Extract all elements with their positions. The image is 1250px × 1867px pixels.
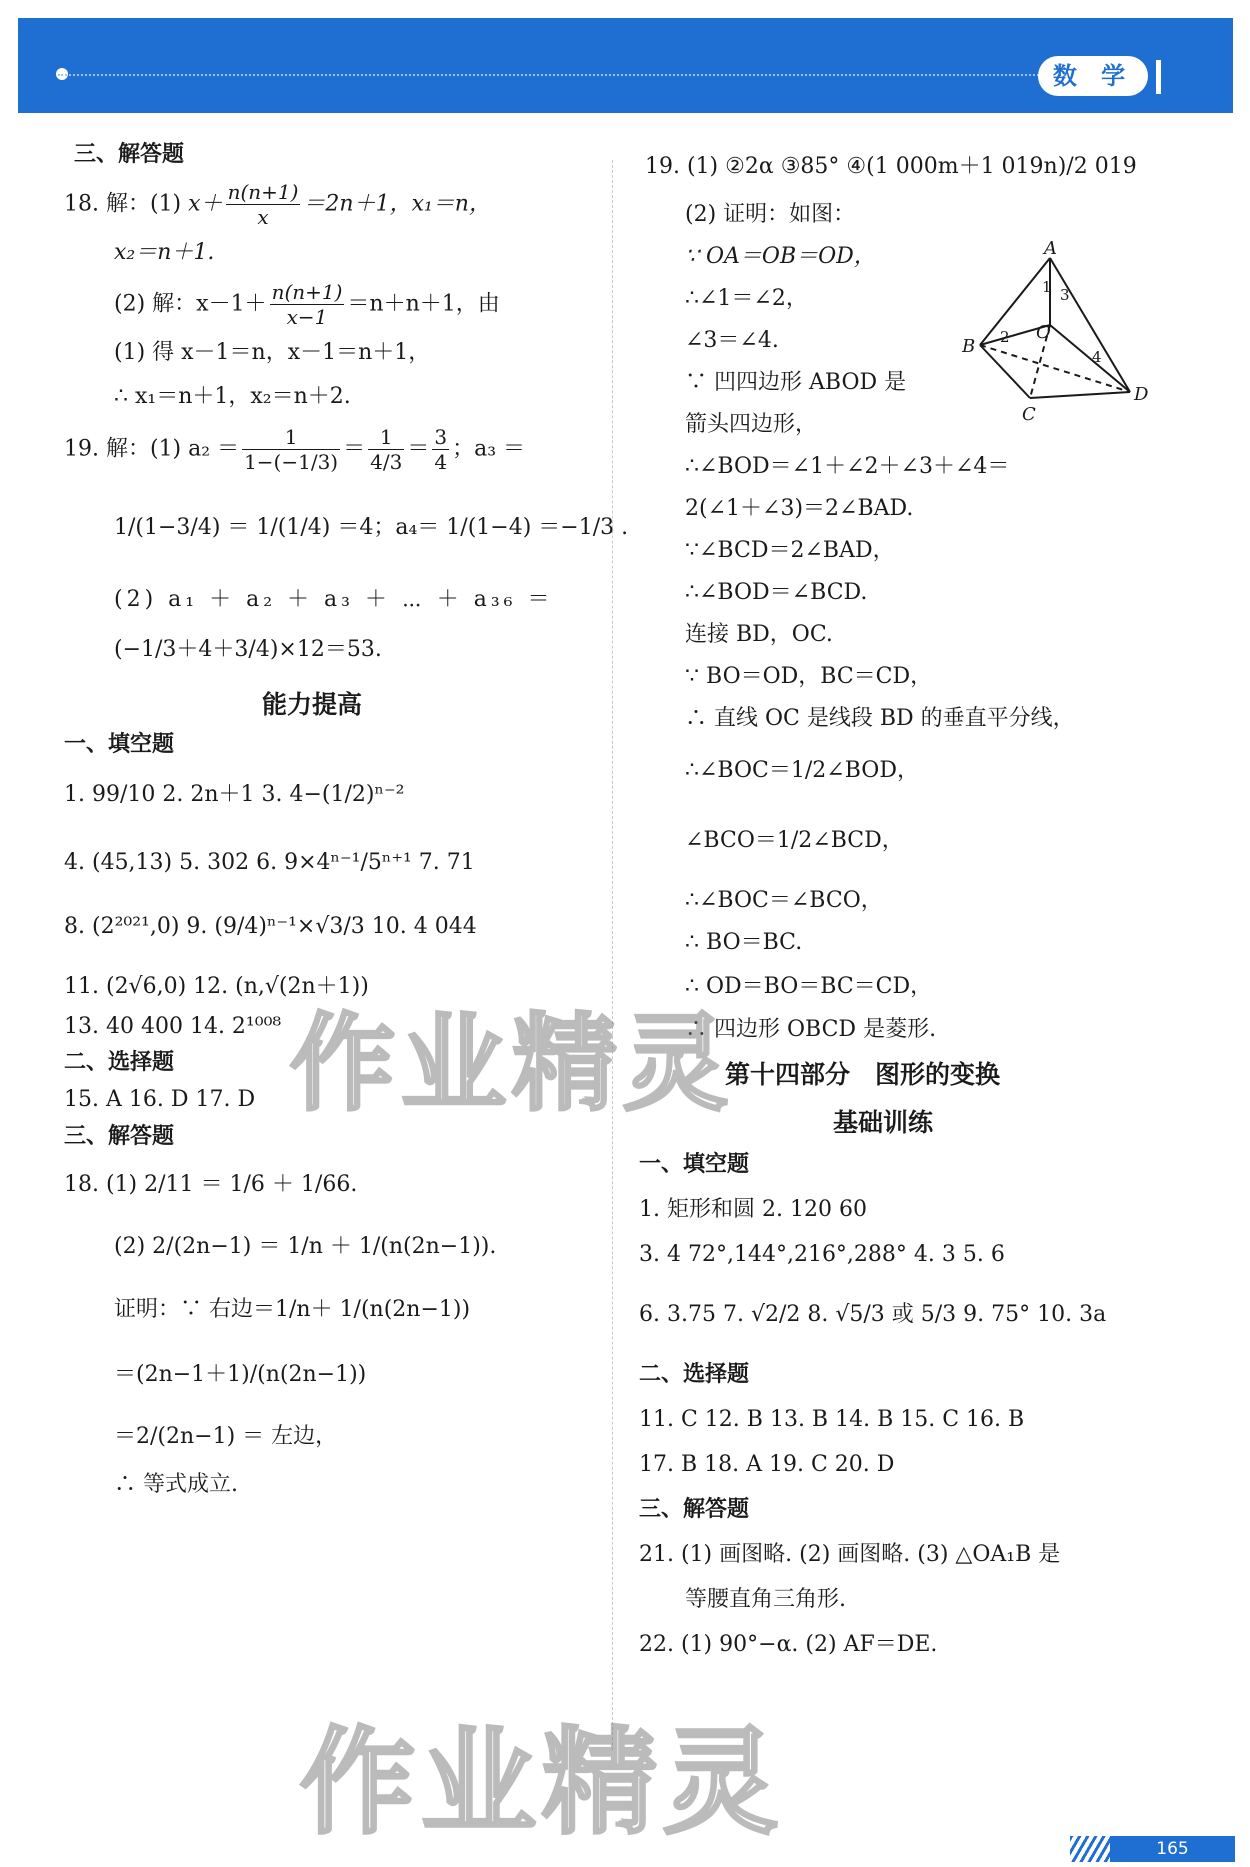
r-q19-line: ∵ OA＝OB＝OD， — [685, 244, 876, 269]
r-q19-line: ∵∠BCD＝2∠BAD， — [685, 538, 895, 563]
angle-2: 2 — [1000, 328, 1010, 346]
header-bar — [1156, 60, 1161, 94]
r-q19-line: ∴∠BOC＝∠BCO， — [685, 888, 883, 913]
r-fill-line: 3. 4 72°,144°,216°,288° 4. 3 5. 6 — [639, 1242, 1005, 1267]
r-q19-line1: 19. (1) ②2α ③85° ④(1 000m＋1 019n)/2 019 — [645, 154, 1137, 179]
r-q19-line: ∴ BO＝BC. — [685, 930, 803, 955]
sub-title: 基础训练 — [833, 1108, 934, 1137]
r-q19-line: 箭头四边形， — [685, 412, 818, 437]
watermark: 作业精灵 — [300, 1716, 785, 1850]
label-O: O — [1036, 322, 1051, 343]
q18-line3: (2) 解：x－1＋ $\frac{n(n+1)}{x-1}$ ＝n＋n＋1，由 — [114, 280, 500, 329]
footer-stripes — [1070, 1836, 1115, 1862]
fill-line: 11. (2√6,0) 12. (n,√(2n＋1)) — [64, 974, 369, 999]
angle-4: 4 — [1092, 348, 1102, 366]
header-dotted-line — [58, 74, 1058, 76]
r-q19-line: ∠BCO＝1/2∠BCD， — [685, 828, 904, 853]
r-q19-line: ∴ 四边形 OBCD 是菱形. — [685, 1017, 937, 1042]
r-q19-line: ∴∠BOD＝∠1＋∠2＋∠3＋∠4＝ — [685, 454, 1010, 479]
part-title: 第十四部分 图形的变换 — [725, 1060, 1001, 1089]
r-q19-line: ∴∠BOD＝∠BCD. — [685, 580, 868, 605]
q18-line1: 18. 解：(1) x＋ $\frac{n(n+1)}{x}$ ＝2n＋1，x₁＝n， — [64, 180, 491, 229]
section-title: 能力提高 — [262, 690, 363, 719]
section-heading: 三、解答题 — [64, 1124, 175, 1149]
column-divider — [612, 160, 613, 1750]
angle-1: 1 — [1042, 278, 1052, 296]
r-q19-line: ∵ BO＝OD，BC＝CD， — [685, 664, 933, 689]
section-heading: 三、解答题 — [74, 142, 185, 167]
subject-badge: 数 学 — [1038, 56, 1148, 96]
r-q19-line: ∴∠1＝∠2， — [685, 286, 808, 311]
r-q19-line: 2(∠1＋∠3)＝2∠BAD. — [685, 496, 914, 521]
fill-line: 1. 99/10 2. 2n＋1 3. 4−(1/2)ⁿ⁻² — [64, 782, 405, 807]
geometry-figure — [950, 240, 1150, 425]
page-number: 165 — [1156, 1839, 1189, 1859]
r-q19-line: ∴∠BOC＝1/2∠BOD， — [685, 758, 919, 783]
r-choice-line: 11. C 12. B 13. B 14. B 15. C 16. B — [639, 1407, 1025, 1432]
p18-line: (2) 2/(2n−1) ＝ 1/n ＋ 1/(n(2n−1)). — [114, 1234, 497, 1259]
r-choice-line: 17. B 18. A 19. C 20. D — [639, 1452, 895, 1477]
r-q19-line: ∴ OD＝BO＝BC＝CD， — [685, 974, 933, 999]
p18-line: ＝2/(2n−1) ＝ 左边， — [114, 1424, 338, 1449]
q18-line4: (1) 得 x－1＝n，x－1＝n＋1， — [114, 340, 431, 365]
label-D: D — [1134, 384, 1149, 405]
q18-line2: x₂＝n＋1. — [114, 240, 215, 265]
watermark: 作业精灵 — [290, 1003, 735, 1125]
header-band — [18, 18, 1233, 113]
r-answer-line: 等腰直角三角形. — [685, 1587, 846, 1612]
r-q19-line: ∠3＝∠4. — [685, 328, 779, 353]
section-heading: 一、填空题 — [64, 732, 175, 757]
r-q19-line: (2) 证明：如图： — [685, 202, 856, 227]
r-answer-line: 22. (1) 90°−α. (2) AF＝DE. — [639, 1632, 938, 1657]
p18-line: ∴ 等式成立. — [114, 1472, 238, 1497]
fill-line: 4. (45,13) 5. 302 6. 9×4ⁿ⁻¹/5ⁿ⁺¹ 7. 71 — [64, 850, 475, 875]
fraction: $\frac{n(n+1)}{x-1}$ — [271, 280, 343, 329]
fraction: $\frac{n(n+1)}{x}$ — [227, 180, 299, 229]
angle-3: 3 — [1060, 286, 1070, 304]
r-fill-line: 1. 矩形和圆 2. 120 60 — [639, 1197, 867, 1222]
p18-line: 证明：∵ 右边＝1/n＋ 1/(n(2n−1)) — [114, 1297, 471, 1322]
q19-line1: 19. 解：(1) a₂ ＝ $\frac{1}{1-(-1/3)}$ ＝ $\frac{1}{4/3}$ ＝ $\frac{3}{4}$ ；a₃ ＝ — [64, 425, 526, 474]
section-heading: 一、填空题 — [639, 1152, 750, 1177]
q18-line5: ∴ x₁＝n＋1，x₂＝n＋2. — [114, 384, 351, 409]
label-B: B — [962, 336, 976, 357]
r-q19-line: 连接 BD，OC. — [685, 622, 833, 647]
r-fill-line: 6. 3.75 7. √2/2 8. √5/3 或 5/3 9. 75° 10. 3a — [639, 1302, 1107, 1327]
p18-line: ＝(2n−1＋1)/(n(2n−1)) — [114, 1362, 367, 1387]
r-q19-line: ∴ 直线 OC 是线段 BD 的垂直平分线， — [685, 706, 1075, 731]
q19-line2: 1/(1−3/4) ＝ 1/(1/4) ＝4；a₄＝ 1/(1−4) ＝−1/3 . — [114, 515, 629, 540]
fill-line: 8. (2²⁰²¹,0) 9. (9/4)ⁿ⁻¹×√3/3 10. 4 044 — [64, 914, 477, 939]
section-heading: 二、选择题 — [639, 1362, 750, 1387]
fill-line: 13. 40 400 14. 2¹⁰⁰⁸ — [64, 1014, 282, 1039]
r-answer-line: 21. (1) 画图略. (2) 画图略. (3) △OA₁B 是 — [639, 1542, 1061, 1567]
choice-line: 15. A 16. D 17. D — [64, 1087, 256, 1112]
section-heading: 三、解答题 — [639, 1497, 750, 1522]
section-heading: 二、选择题 — [64, 1050, 175, 1075]
r-q19-line: ∵ 凹四边形 ABOD 是 — [685, 370, 907, 395]
label-C: C — [1022, 404, 1036, 425]
q19-line3: (2) a₁ ＋ a₂ ＋ a₃ ＋ ⋯ ＋ a₃₆ ＝ — [114, 587, 554, 612]
q19-line4: (−1/3＋4＋3/4)×12＝53. — [114, 637, 382, 662]
p18-line: 18. (1) 2/11 ＝ 1/6 ＋ 1/66. — [64, 1172, 358, 1197]
label-A: A — [1044, 240, 1057, 259]
